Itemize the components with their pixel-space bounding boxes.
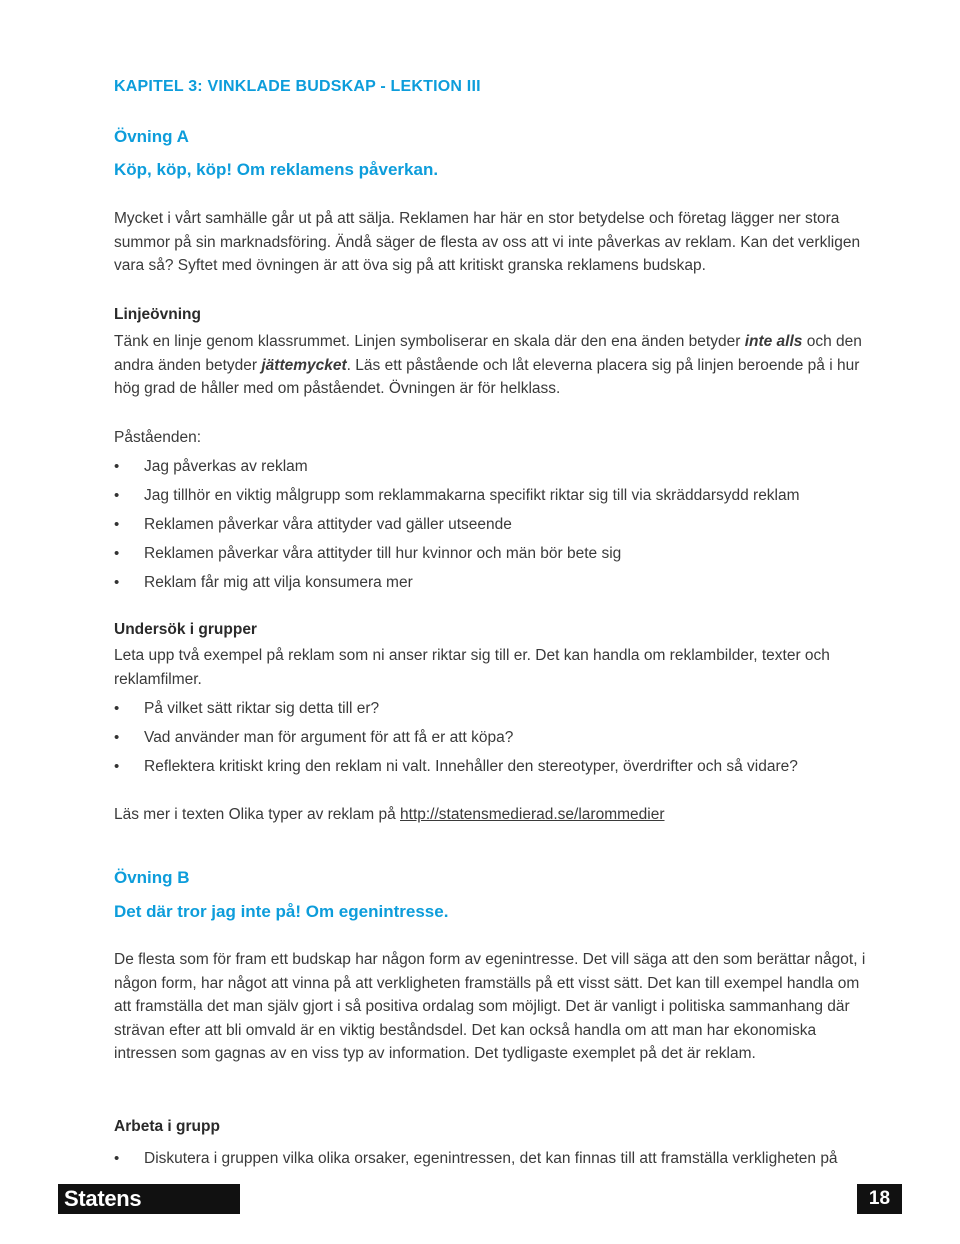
list-item: • Reklam får mig att vilja konsumera mer: [114, 572, 874, 601]
scale-end-high: jättemycket: [261, 356, 347, 374]
page-number: 18: [857, 1184, 902, 1214]
list-item: • Diskutera i gruppen vilka olika orsaker, egenintressen, det kan finnas till att framställa verkligheten på: [114, 1148, 874, 1177]
list-item: • Jag tillhör en viktig målgrupp som reklammakarna specifikt riktar sig till via skräddarsydd reklam: [114, 485, 874, 514]
group-work-heading: Arbeta i grupp: [114, 1118, 220, 1135]
exercise-a-heading: Övning A: [114, 127, 189, 146]
list-item: • Reklamen påverkar våra attityder till hur kvinnor och män bör bete sig: [114, 543, 874, 572]
exercise-a-intro: Mycket i vårt samhälle går ut på att sälja. Reklamen har här en stor betydelse och företag lägger ner stora summor på sin marknadsföring. Ändå säger de flesta av oss att vi inte påverkas av reklam. Kan det verkligen vara så? Syftet med övningen är att öva sig på att kritiskt granska reklamens budskap.: [114, 210, 861, 274]
list-item: • Reklamen påverkar våra attityder vad gäller utseende: [114, 514, 874, 543]
chapter-title: KAPITEL 3: VINKLADE BUDSKAP - LEKTION III: [114, 78, 481, 95]
scale-end-low: inte alls: [744, 333, 803, 350]
exercise-b-intro: De flesta som för fram ett budskap har någon form av egenintresse. Det vill säga att den som berättar något, i någon form, har något att vinna på att verkligheten framställs på ett visst sätt. Det kan till exempel handla om att framställa det man själv gjort i så positiva ordalag som möjligt. Det är vanligt i politiska sammanhang där strävan efter att bli omvald är en viktig beståndsdel. Det kan också handla om att man har ekonomiska intressen som gagnas av en viss typ av information. Det tydligaste exemplet på det är reklam.: [114, 951, 866, 1062]
line-exercise-text: Tänk en linje genom klassrummet. Linjen symboliserar en skala där den ena änden betyder inte alls och den andra änden betyder jättemycket. Läs ett påstående och låt eleverna placera sig på linjen beroende på i hur hög grad de håller med om påståendet. Övningen är för helklass.: [114, 333, 862, 397]
list-item: • På vilket sätt riktar sig detta till er?: [114, 698, 874, 727]
exercise-b-subheading: Det där tror jag inte på! Om egenintresse.: [114, 902, 449, 921]
exercise-a-subheading: Köp, köp, köp! Om reklamens påverkan.: [114, 160, 439, 179]
statens-medierad-logo: Statens medieråd: [58, 1184, 240, 1214]
statements-label: Påståenden:: [114, 429, 202, 446]
statements-list: [114, 456, 874, 601]
group-task-text: Leta upp två exempel på reklam som ni anser riktar sig till er. Det kan handla om reklambilder, texter och reklamfilmer.: [114, 647, 830, 688]
read-more: Läs mer i texten Olika typer av reklam på http://statensmedierad.se/larommedier: [114, 806, 665, 823]
group-task-questions: [114, 698, 874, 785]
line-exercise-heading: Linjeövning: [114, 306, 201, 323]
list-item: • Jag påverkas av reklam: [114, 456, 874, 485]
exercise-b-heading: Övning B: [114, 868, 190, 887]
group-task-heading: Undersök i grupper: [114, 621, 257, 638]
read-more-link[interactable]: http://statensmedierad.se/larommedier: [400, 806, 665, 823]
list-item: • Vad använder man för argument för att få er att köpa?: [114, 727, 874, 756]
group-work-list: [114, 1148, 874, 1177]
list-item: • Reflektera kritiskt kring den reklam ni valt. Innehåller den stereotyper, överdrifter och så vidare?: [114, 756, 874, 785]
